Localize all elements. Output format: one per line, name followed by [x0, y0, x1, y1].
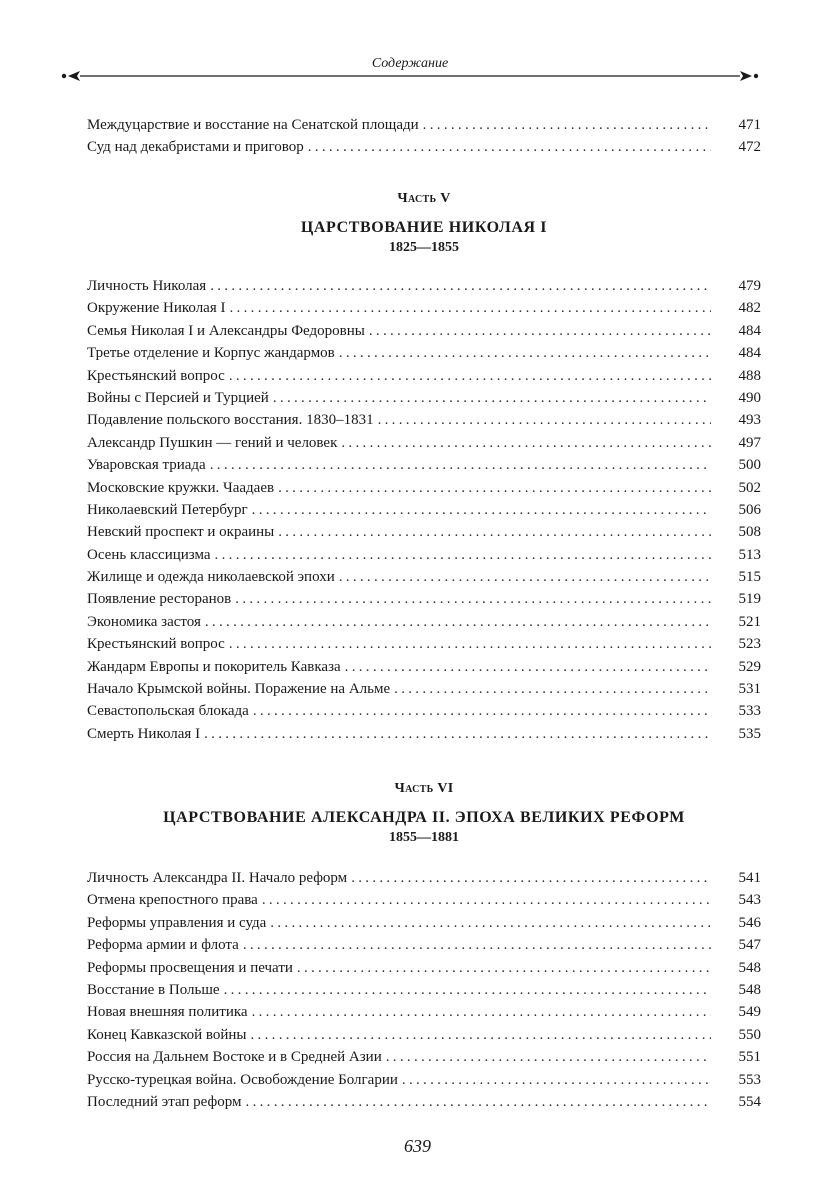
toc-entry-title: Уваровская триада: [87, 457, 206, 474]
page-number: 639: [404, 1136, 431, 1156]
toc-leader-dots: [369, 320, 711, 342]
toc-leader-dots: [297, 957, 711, 979]
toc-entry[interactable]: [87, 365, 761, 387]
toc-entry-title: Реформы управления и суда: [87, 914, 267, 931]
toc-leader-dots: [423, 114, 711, 136]
toc-entry-title: Русско-турецкая война. Освобождение Болгарии: [87, 1071, 398, 1088]
toc-entry-page: 554: [738, 1093, 761, 1110]
toc-entry-title: Третье отделение и Корпус жандармов: [87, 345, 335, 362]
toc-entry-page: 488: [738, 367, 761, 384]
toc-leader-dots: [278, 477, 711, 499]
toc-entry[interactable]: [87, 934, 761, 956]
toc-leader-dots: [341, 432, 711, 454]
toc-entry[interactable]: [87, 1091, 761, 1113]
toc-entry[interactable]: [87, 678, 761, 700]
toc-entry-page: 531: [738, 681, 761, 698]
toc-entry-page: 529: [738, 658, 761, 675]
toc-leader-dots: [210, 454, 711, 476]
toc-entry-page: 484: [738, 322, 761, 339]
toc-leader-dots: [308, 136, 711, 158]
toc-entry-title: Невский проспект и окраины: [87, 524, 275, 541]
toc-entry[interactable]: [87, 136, 761, 158]
toc-leader-dots: [270, 912, 711, 934]
toc-entry[interactable]: [87, 656, 761, 678]
toc-leader-dots: [386, 1046, 711, 1068]
toc-leader-dots: [253, 700, 711, 722]
toc-leader-dots: [339, 566, 711, 588]
toc-entry-page: 497: [738, 434, 761, 451]
toc-entry-page: 548: [738, 981, 761, 998]
toc-entry-title: Николаевский Петербург: [87, 501, 248, 518]
toc-entry-page: 484: [738, 345, 761, 362]
toc-entry-title: Последний этап реформ: [87, 1093, 242, 1110]
toc-entry-page: 479: [738, 278, 761, 294]
toc-leader-dots: [278, 521, 711, 543]
toc-list-part-5: [87, 275, 761, 745]
toc-entry-title: Московские кружки. Чаадаев: [87, 479, 275, 496]
toc-entry[interactable]: [87, 320, 761, 342]
toc-entry[interactable]: [87, 297, 761, 319]
part-years: 1825—1855: [389, 240, 459, 255]
toc-entry-title: Реформы просвещения и печати: [87, 959, 293, 976]
toc-entry[interactable]: [87, 409, 761, 431]
toc-entry-page: 472: [738, 139, 761, 156]
toc-entry-page: 506: [738, 501, 761, 518]
toc-entry-title: Начало Крымской войны. Поражение на Альме: [87, 681, 391, 698]
toc-entry-page: 513: [738, 546, 761, 563]
toc-entry[interactable]: [87, 611, 761, 633]
toc-entry-page: 493: [738, 412, 761, 429]
toc-entry[interactable]: [87, 588, 761, 610]
toc-entry-title: Суд над декабристами и приговор: [87, 139, 304, 156]
toc-entry-page: 523: [738, 636, 761, 653]
toc-leader-dots: [394, 678, 711, 700]
toc-entry-page: 541: [738, 870, 761, 886]
toc-entry-title: Крестьянский вопрос: [87, 636, 225, 653]
toc-entry-page: 550: [738, 1026, 761, 1043]
toc-entry-page: 490: [738, 389, 761, 406]
toc-entry-title: Россия на Дальнем Востоке и в Средней Азии: [87, 1049, 382, 1066]
part-heading-6: [87, 778, 761, 848]
toc-entry-title: Войны с Персией и Турцией: [87, 389, 269, 406]
toc-leader-dots: [230, 297, 712, 319]
toc-entry-page: 547: [738, 937, 761, 954]
toc-entry[interactable]: [87, 723, 761, 745]
toc-leader-dots: [262, 889, 711, 911]
toc-entry-page: 549: [738, 1004, 761, 1021]
toc-entry-title: Отмена крепостного права: [87, 892, 258, 909]
toc-leader-dots: [204, 723, 711, 745]
toc-entry[interactable]: [87, 342, 761, 364]
toc-entry[interactable]: [87, 387, 761, 409]
toc-entry[interactable]: [87, 867, 761, 889]
toc-leader-dots: [402, 1069, 711, 1091]
toc-entry[interactable]: [87, 499, 761, 521]
part-title: ЦАРСТВОВАНИЕ АЛЕКСАНДРА II. ЭПОХА ВЕЛИКИХ РЕФОРМ: [163, 809, 685, 826]
toc-leader-dots: [235, 588, 711, 610]
toc-entry[interactable]: [87, 1024, 761, 1046]
toc-entry-title: Появление ресторанов: [87, 591, 232, 608]
running-header-title: Содержание: [371, 56, 449, 71]
toc-list-part-6: [87, 867, 761, 1113]
toc-leader-dots: [224, 979, 711, 1001]
toc-leader-dots: [345, 656, 711, 678]
toc-entry[interactable]: [87, 432, 761, 454]
toc-leader-dots: [273, 387, 711, 409]
toc-leader-dots: [205, 611, 711, 633]
toc-entry-title: Подавление польского восстания. 1830–1831: [87, 412, 374, 429]
toc-entry[interactable]: [87, 114, 761, 136]
toc-entry-title: Междуцарствие и восстание на Сенатской площади: [87, 117, 419, 133]
toc-entry[interactable]: [87, 1046, 761, 1068]
toc-entry-title: Севастопольская блокада: [87, 703, 249, 720]
toc-entry-title: Смерть Николая I: [87, 725, 201, 742]
toc-leader-dots: [210, 275, 711, 297]
toc-entry-title: Крестьянский вопрос: [87, 367, 225, 384]
toc-entry[interactable]: [87, 521, 761, 543]
toc-entry-title: Экономика застоя: [87, 613, 201, 630]
toc-entry[interactable]: [87, 544, 761, 566]
toc-leader-dots: [351, 867, 711, 889]
toc-entry-page: 551: [738, 1049, 761, 1066]
toc-list-top: [87, 114, 761, 159]
toc-entry-title: Восстание в Польше: [87, 981, 220, 998]
toc-entry-page: 482: [738, 300, 761, 317]
toc-leader-dots: [246, 1091, 711, 1113]
toc-entry[interactable]: [87, 1069, 761, 1091]
toc-entry[interactable]: [87, 454, 761, 476]
toc-entry[interactable]: [87, 979, 761, 1001]
toc-entry-title: Реформа армии и флота: [87, 937, 239, 954]
part-label: Часть VI: [394, 781, 454, 796]
running-header: [60, 56, 760, 92]
toc-entry-title: Окружение Николая I: [87, 300, 226, 317]
toc-entry-title: Личность Николая: [87, 278, 207, 294]
part-years: 1855—1881: [389, 830, 459, 845]
toc-leader-dots: [229, 633, 711, 655]
toc-entry-page: 521: [738, 613, 761, 630]
toc-entry-page: 533: [738, 703, 761, 720]
toc-entry-page: 548: [738, 959, 761, 976]
toc-entry-title: Жандарм Европы и покоритель Кавказа: [87, 658, 341, 675]
toc-entry-title: Новая внешняя политика: [87, 1004, 248, 1021]
toc-entry[interactable]: [87, 912, 761, 934]
toc-entry-page: 546: [738, 914, 761, 931]
toc-entry-page: 535: [738, 725, 761, 742]
toc-entry-title: Семья Николая I и Александры Федоровны: [87, 322, 365, 339]
toc-entry-title: Осень классицизма: [87, 546, 211, 563]
part-label: Часть V: [397, 191, 451, 206]
toc-leader-dots: [215, 544, 711, 566]
toc-entry-title: Жилище и одежда николаевской эпохи: [87, 569, 335, 586]
toc-leader-dots: [378, 409, 711, 431]
toc-leader-dots: [252, 499, 711, 521]
toc-leader-dots: [251, 1024, 712, 1046]
toc-entry-title: Личность Александра II. Начало реформ: [87, 870, 348, 886]
part-heading-5: [87, 188, 761, 258]
toc-entry-page: 515: [738, 569, 761, 586]
toc-entry-page: 502: [738, 479, 761, 496]
toc-leader-dots: [339, 342, 711, 364]
toc-leader-dots: [252, 1001, 711, 1023]
toc-entry-page: 471: [738, 117, 761, 133]
ornamental-rule-icon: [60, 68, 760, 84]
toc-entry[interactable]: [87, 1001, 761, 1023]
toc-entry[interactable]: [87, 957, 761, 979]
toc-entry[interactable]: [87, 566, 761, 588]
toc-entry-page: 519: [738, 591, 761, 608]
toc-entry-page: 500: [738, 457, 761, 474]
part-title: ЦАРСТВОВАНИЕ НИКОЛАЯ I: [300, 219, 548, 236]
toc-entry-page: 508: [738, 524, 761, 541]
toc-leader-dots: [243, 934, 711, 956]
toc-entry-page: 553: [738, 1071, 761, 1088]
toc-entry[interactable]: [87, 275, 761, 297]
toc-entry[interactable]: [87, 889, 761, 911]
toc-entry-title: Александр Пушкин — гений и человек: [87, 434, 338, 451]
toc-entry-title: Конец Кавказской войны: [87, 1026, 247, 1043]
toc-entry[interactable]: [87, 633, 761, 655]
toc-entry[interactable]: [87, 700, 761, 722]
toc-entry[interactable]: [87, 477, 761, 499]
toc-leader-dots: [229, 365, 711, 387]
toc-entry-page: 543: [738, 892, 761, 909]
